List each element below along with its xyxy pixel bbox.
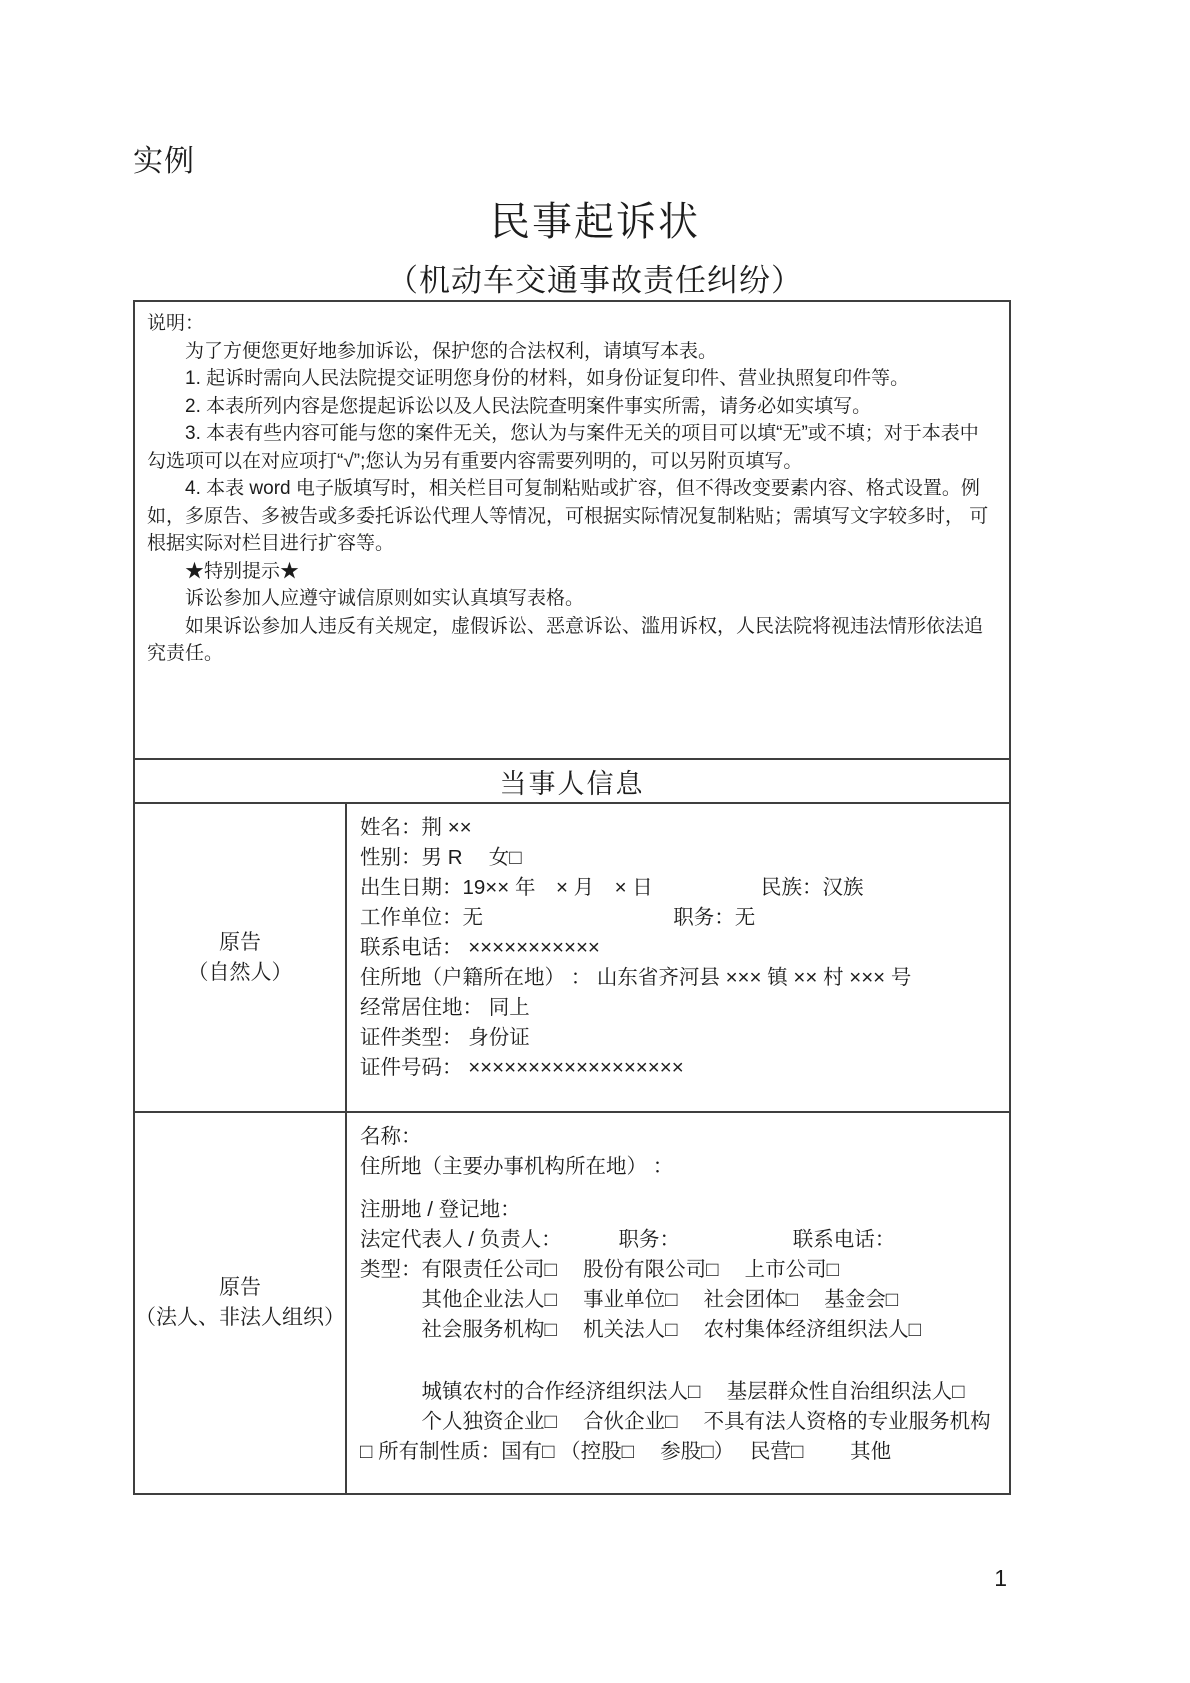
instructions-heading: 说明： — [147, 313, 205, 334]
complaint-form-table — [133, 300, 1011, 1495]
instructions-paragraph: 如果诉讼参加人违反有关规定，虚假诉讼、恶意诉讼、滥用诉权，人民法院将视违法情形依法追究责任。 — [147, 615, 984, 664]
page-number: 1 — [994, 1565, 1007, 1591]
instructions-cell — [135, 302, 1009, 760]
field-org-representative: 法定代表人 / 负责人： 职务： 联系电话： — [360, 1228, 896, 1251]
field-workunit-position: 工作单位：无 职务：无 — [360, 906, 756, 929]
instructions-paragraph: 4. 本表 word 电子版填写时，相关栏目可复制粘贴或扩容，但不得改变要素内容、格式设置。例 如，多原告、多被告或多委托诉讼代理人等情况，可根据实际情况复制粘贴；需填写文字较多时， 可根据实际对栏目进行扩容等。 — [147, 478, 989, 554]
plaintiff-natural-label-title: 原告 — [219, 930, 261, 954]
plaintiff-org-label-title: 原告 — [219, 1276, 261, 1299]
field-org-name: 名称： — [360, 1125, 422, 1148]
instructions-paragraph: 为了方便您更好地参加诉讼，保护您的合法权利，请填写本表。 — [185, 340, 718, 362]
field-name: 姓名：荆 ×× — [360, 816, 472, 839]
plaintiff-org-fields — [347, 1113, 1009, 1493]
special-notice-heading: ★特别提示★ — [185, 560, 300, 582]
instructions-paragraph: 诉讼参加人应遵守诚信原则如实认真填写表格。 — [185, 588, 585, 609]
document-subtitle: （机动车交通事故责任纠纷） — [387, 263, 803, 298]
field-id-number: 证件号码： ×××××××××××××××××× — [360, 1056, 684, 1079]
field-habitual-residence: 经常居住地： 同上 — [360, 996, 530, 1019]
plaintiff-natural-fields — [347, 804, 1009, 1111]
plaintiff-natural-label-subtitle: （自然人） — [187, 960, 293, 984]
instructions-paragraph: 3. 本表有些内容可能与您的案件无关，您认为与案件无关的项目可以填“无”或不填；对于本表中勾选项可以在对应项打“√”;您认为另有重要内容需要列明的，可以另附页填写。 — [147, 423, 979, 472]
field-birthdate-ethnicity: 出生日期：19×× 年 × 月 × 日 民族：汉族 — [360, 876, 864, 899]
field-org-type-row5: 个人独资企业□ 合伙企业□ 不具有法人资格的专业服务机构 — [360, 1410, 991, 1433]
field-org-type-row1: 类型：有限责任公司□ 股份有限公司□ 上市公司□ — [360, 1258, 840, 1281]
field-org-type-row4: 城镇农村的合作经济组织法人□ 基层群众性自治组织法人□ — [360, 1380, 965, 1403]
plaintiff-org-label-subtitle: （法人、非法人组织） — [135, 1306, 345, 1329]
plaintiff-natural-label — [135, 804, 347, 1111]
field-org-type-row2: 其他企业法人□ 事业单位□ 社会团体□ 基金会□ — [360, 1288, 899, 1311]
field-gender: 性别：男 R 女□ — [360, 846, 522, 869]
field-org-address: 住所地（主要办事机构所在地） ： — [360, 1155, 674, 1178]
field-residence: 住所地（户籍所在地） ： 山东省齐河县 ××× 镇 ×× 村 ××× 号 — [360, 966, 912, 989]
field-phone: 联系电话： ××××××××××× — [360, 936, 600, 959]
example-label: 实例 — [133, 145, 195, 178]
document-title: 民事起诉状 — [490, 200, 700, 244]
field-org-ownership: □ 所有制性质：国有□ （控股□ 参股□） 民营□ 其他 — [360, 1440, 892, 1463]
field-id-type: 证件类型： 身份证 — [360, 1026, 530, 1049]
plaintiff-organization-row — [135, 1113, 1009, 1493]
title-block — [0, 190, 1190, 300]
instructions-paragraph: 2. 本表所列内容是您提起诉讼以及人民法院查明案件事实所需，请务必如实填写。 — [185, 395, 872, 417]
plaintiff-org-label — [135, 1113, 347, 1493]
field-org-registered-place: 注册地 / 登记地： — [360, 1198, 521, 1221]
plaintiff-natural-person-row — [135, 804, 1009, 1113]
instructions-paragraph: 1. 起诉时需向人民法院提交证明您身份的材料，如身份证复印件、营业执照复印件等。 — [185, 368, 910, 389]
party-info-section-header: 当事人信息 — [135, 760, 1009, 804]
field-org-type-row3: 社会服务机构□ 机关法人□ 农村集体经济组织法人□ — [360, 1318, 922, 1341]
